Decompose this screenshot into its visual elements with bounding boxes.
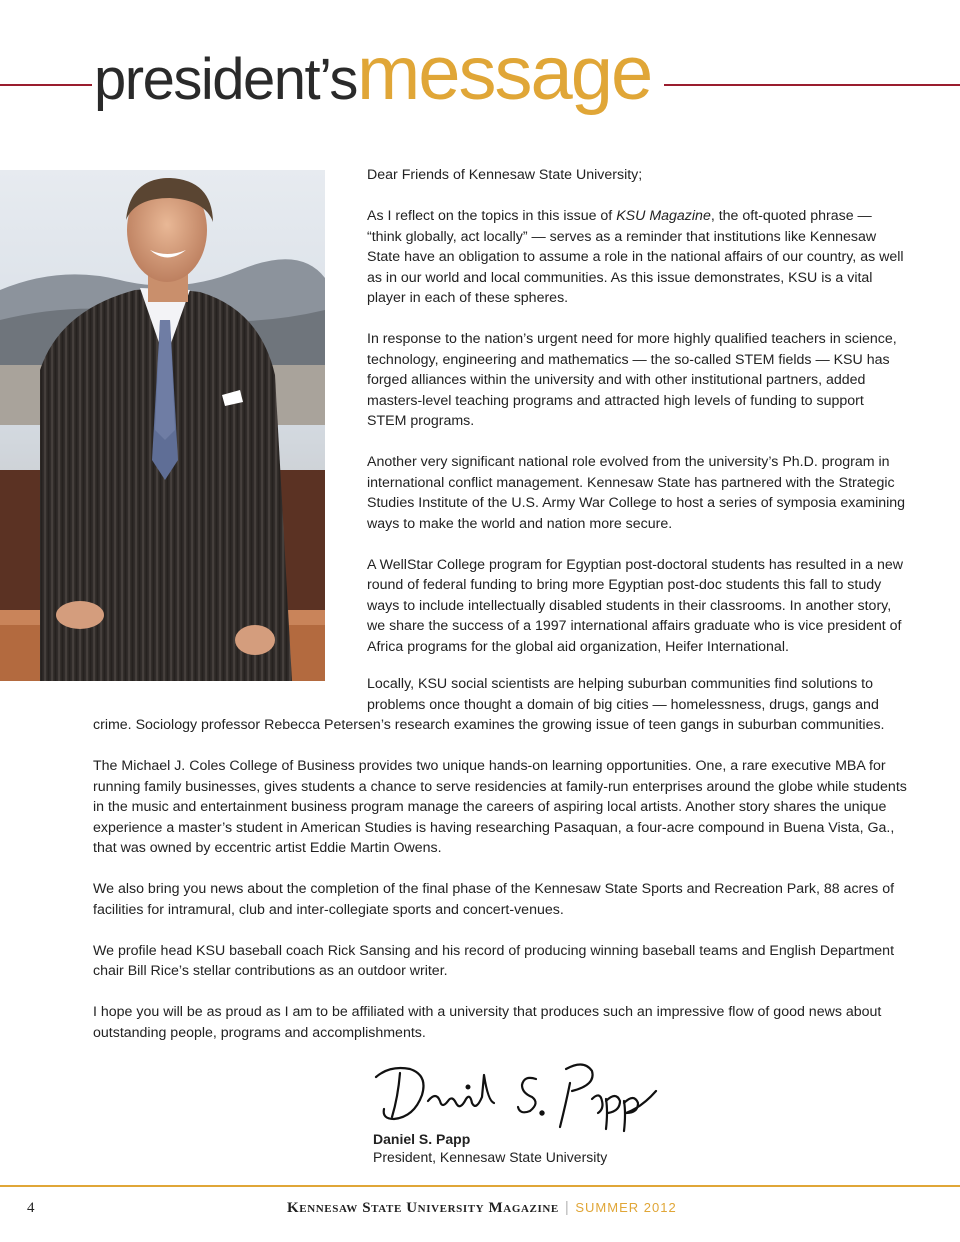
president-photo (0, 170, 325, 681)
footer-publication (287, 1199, 677, 1217)
footer-rule (0, 1185, 960, 1187)
title-word-message: message (356, 31, 652, 116)
paragraph-7: We also bring you news about the completion of the final phase of the Kennesaw State Sports and Recreation Park, 88 acres of facilities for intramural, club and inter-collegiate sports and concert-venues. (93, 881, 895, 918)
footer-separator: | (564, 1199, 570, 1216)
header-rule-left (0, 84, 92, 86)
paragraph-5-start: Locally, KSU social scientists are helping suburban communities find solutions to problems once thought a domain of big cities — homelessness, drugs, gangs and (367, 676, 879, 713)
handwritten-signature (370, 1055, 670, 1135)
signatory-title: President, Kennesaw State University (373, 1149, 608, 1165)
paragraph-4: A WellStar College program for Egyptian post-doctoral students has resulted in a new round of federal funding to bring more Egyptian post-doc students this fall to study ways to include intellectually disabled students in their classrooms. In another story, we share the success of a 1997 international affairs graduate who is vice president of Africa programs for the global aid organization, Heifer International. (367, 556, 903, 655)
magazine-title: KSU Magazine (616, 208, 711, 224)
page-title (94, 31, 652, 116)
publication-name: Kennesaw State University Magazine (287, 1200, 559, 1216)
paragraph-5-end: crime. Sociology professor Rebecca Petersen’s research examines the growing issue of teen gangs in suburban communities. (93, 717, 885, 733)
salutation: Dear Friends of Kennesaw State University; (367, 167, 643, 183)
letter-narrow-column (367, 165, 907, 678)
header-rule-right (664, 84, 960, 86)
paragraph-9: I hope you will be as proud as I am to be affiliated with a university that produces such an impressive flow of good news about outstanding people, programs and accomplishments. (93, 1004, 882, 1041)
paragraph-8: We profile head KSU baseball coach Rick Sansing and his record of producing winning baseball teams and English Department chair Bill Rice’s stellar contributions as an outdoor writer. (93, 942, 895, 979)
signatory-name: Daniel S. Papp (373, 1131, 471, 1147)
paragraph-1: As I reflect on the topics in this issue of KSU Magazine, the oft-quoted phrase — “think globally, act locally” — serves as a reminder that institutions like Kennesaw State have an obligation to assume a role in the national affairs of our country, as well as in our world and local communities. As this issue demonstrates, KSU is a vital player in each of these spheres. (367, 208, 904, 306)
title-word-presidents: president’s (94, 47, 357, 112)
paragraph-6: The Michael J. Coles College of Business provides two unique hands-on learning opportunities. One, a rare executive MBA for running family businesses, gives students a chance to serve residencies at family-run enterprises around the globe while students in the music and entertainment business program manage the careers of aspiring local artists. Another story shares the unique experience a master’s student in American Studies is having researching Pasaquan, a four-acre compound in Buena Vista, Ga., that was owned by eccentric artist Eddie Martin Owens. (93, 758, 907, 856)
paragraph-3: Another very significant national role evolved from the university’s Ph.D. program in international conflict management. Kennesaw State has partnered with the Strategic Studies Institute of the U.S. Army War College to host a series of symposia examining ways to make the world and nation more secure. (367, 454, 906, 532)
paragraph-2: In response to the nation’s urgent need for more highly qualified teachers in science, technology, engineering and mathematics — the so-called STEM fields — KSU has forged alliances within the university and with other institutional partners, added masters-level teaching programs and attracted high levels of funding to support STEM programs. (367, 331, 897, 429)
issue-label: SUMMER 2012 (575, 1200, 677, 1215)
letter-wide-column (93, 715, 907, 1064)
page-number: 4 (27, 1200, 35, 1216)
